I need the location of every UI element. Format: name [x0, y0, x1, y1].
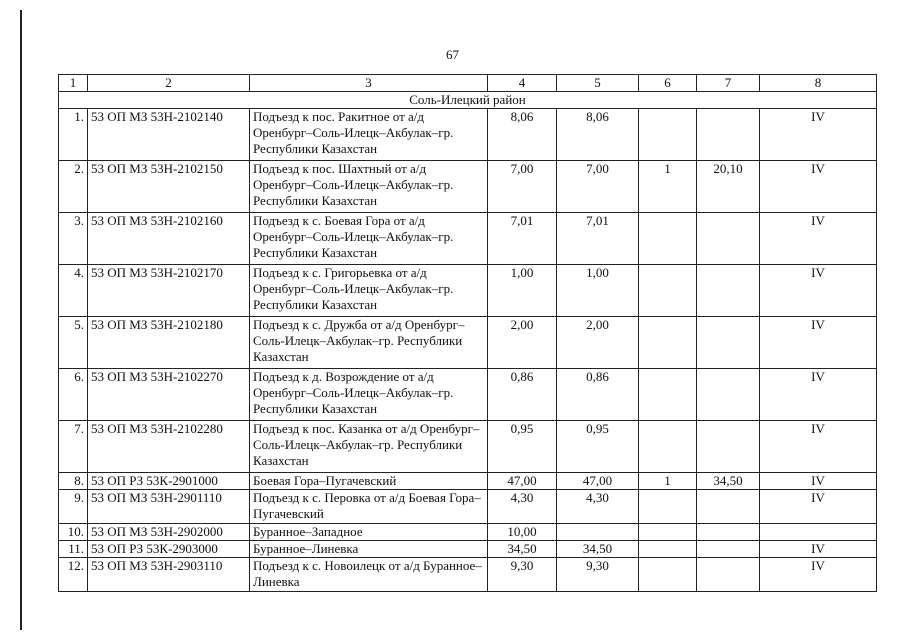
row-number: 12. — [59, 558, 88, 592]
road-category — [760, 524, 877, 541]
bridge-count — [639, 421, 697, 473]
length-hard-surface: 0,86 — [557, 369, 639, 421]
bridge-length — [697, 369, 760, 421]
bridge-length — [697, 524, 760, 541]
length-total: 0,95 — [488, 421, 557, 473]
length-total: 8,06 — [488, 109, 557, 161]
road-code: 53 ОП МЗ 53Н-2902000 — [88, 524, 250, 541]
length-total: 2,00 — [488, 317, 557, 369]
table-row — [59, 265, 877, 317]
row-number: 8. — [59, 473, 88, 490]
road-code: 53 ОП РЗ 53К-2903000 — [88, 541, 250, 558]
bridge-length: 20,10 — [697, 161, 760, 213]
length-hard-surface: 7,00 — [557, 161, 639, 213]
bridge-count — [639, 369, 697, 421]
length-hard-surface: 2,00 — [557, 317, 639, 369]
road-category: IV — [760, 213, 877, 265]
road-category: IV — [760, 558, 877, 592]
bridge-count — [639, 490, 697, 524]
length-total: 0,86 — [488, 369, 557, 421]
length-hard-surface: 7,01 — [557, 213, 639, 265]
length-hard-surface: 8,06 — [557, 109, 639, 161]
road-category: IV — [760, 369, 877, 421]
header-cell: 7 — [697, 75, 760, 92]
table-row — [59, 490, 877, 524]
road-name: Подъезд к с. Дружба от а/д Оренбург– Соль-Илецк–Акбулак–гр. Республики Казахстан — [250, 317, 488, 369]
length-total: 10,00 — [488, 524, 557, 541]
length-total: 9,30 — [488, 558, 557, 592]
table-row — [59, 369, 877, 421]
bridge-length — [697, 490, 760, 524]
table-row — [59, 421, 877, 473]
row-number: 10. — [59, 524, 88, 541]
bridge-length — [697, 213, 760, 265]
road-category: IV — [760, 265, 877, 317]
header-cell: 5 — [557, 75, 639, 92]
bridge-length — [697, 541, 760, 558]
road-name: Буранное–Западное — [250, 524, 488, 541]
row-number: 7. — [59, 421, 88, 473]
row-number: 9. — [59, 490, 88, 524]
bridge-count: 1 — [639, 473, 697, 490]
row-number: 3. — [59, 213, 88, 265]
table-row — [59, 558, 877, 592]
road-name: Подъезд к с. Григорьевка от а/д Оренбург–Соль-Илецк–Акбулак–гр. Республики Казахстан — [250, 265, 488, 317]
bridge-length: 34,50 — [697, 473, 760, 490]
bridge-count — [639, 541, 697, 558]
header-cell: 1 — [59, 75, 88, 92]
road-name: Подъезд к пос. Шахтный от а/д Оренбург–Соль-Илецк–Акбулак–гр. Республики Казахстан — [250, 161, 488, 213]
bridge-count — [639, 524, 697, 541]
table-row — [59, 161, 877, 213]
length-total: 34,50 — [488, 541, 557, 558]
length-hard-surface — [557, 524, 639, 541]
road-name: Буранное–Линевка — [250, 541, 488, 558]
bridge-length — [697, 421, 760, 473]
road-name: Подъезд к с. Новоилецк от а/д Буранное–Линевка — [250, 558, 488, 592]
road-code: 53 ОП МЗ 53Н-2102280 — [88, 421, 250, 473]
road-code: 53 ОП МЗ 53Н-2102140 — [88, 109, 250, 161]
road-name: Подъезд к с. Перовка от а/д Боевая Гора–Пугачевский — [250, 490, 488, 524]
header-cell: 2 — [88, 75, 250, 92]
bridge-count — [639, 558, 697, 592]
table-row — [59, 109, 877, 161]
length-total: 4,30 — [488, 490, 557, 524]
page-number: 67 — [446, 47, 459, 62]
row-number: 1. — [59, 109, 88, 161]
road-name: Подъезд к пос. Казанка от а/д Оренбург–Соль-Илецк–Акбулак–гр. Республики Казахстан — [250, 421, 488, 473]
table-row — [59, 317, 877, 369]
table-row — [59, 473, 877, 490]
road-name: Боевая Гора–Пугачевский — [250, 473, 488, 490]
length-hard-surface: 47,00 — [557, 473, 639, 490]
bridge-length — [697, 317, 760, 369]
road-category: IV — [760, 541, 877, 558]
header-cell: 4 — [488, 75, 557, 92]
length-total: 7,01 — [488, 213, 557, 265]
bridge-length — [697, 265, 760, 317]
bridge-count — [639, 317, 697, 369]
row-number: 2. — [59, 161, 88, 213]
road-name: Подъезд к с. Боевая Гора от а/д Оренбург–Соль-Илецк–Акбулак–гр. Республики Казахстан — [250, 213, 488, 265]
road-category: IV — [760, 317, 877, 369]
road-category: IV — [760, 161, 877, 213]
road-code: 53 ОП МЗ 53Н-2102160 — [88, 213, 250, 265]
length-total: 47,00 — [488, 473, 557, 490]
road-name: Подъезд к д. Возрождение от а/д Оренбург–Соль-Илецк–Акбулак–гр. Республики Казахстан — [250, 369, 488, 421]
district-row — [59, 92, 877, 109]
district-title: Соль-Илецкий район — [59, 92, 877, 109]
road-category: IV — [760, 421, 877, 473]
table-row — [59, 524, 877, 541]
roads-table — [58, 74, 877, 592]
bridge-count — [639, 213, 697, 265]
bridge-count: 1 — [639, 161, 697, 213]
road-category: IV — [760, 473, 877, 490]
bridge-length — [697, 558, 760, 592]
bridge-length — [697, 109, 760, 161]
length-total: 7,00 — [488, 161, 557, 213]
row-number: 6. — [59, 369, 88, 421]
road-category: IV — [760, 490, 877, 524]
length-hard-surface: 4,30 — [557, 490, 639, 524]
row-number: 5. — [59, 317, 88, 369]
length-hard-surface: 1,00 — [557, 265, 639, 317]
road-code: 53 ОП МЗ 53Н-2102170 — [88, 265, 250, 317]
table-row — [59, 213, 877, 265]
bridge-count — [639, 265, 697, 317]
bridge-count — [639, 109, 697, 161]
row-number: 11. — [59, 541, 88, 558]
length-total: 1,00 — [488, 265, 557, 317]
length-hard-surface: 9,30 — [557, 558, 639, 592]
road-code: 53 ОП МЗ 53Н-2901110 — [88, 490, 250, 524]
length-hard-surface: 0,95 — [557, 421, 639, 473]
binding-line — [20, 10, 22, 630]
table-row — [59, 541, 877, 558]
road-category: IV — [760, 109, 877, 161]
road-code: 53 ОП МЗ 53Н-2102150 — [88, 161, 250, 213]
row-number: 4. — [59, 265, 88, 317]
header-row — [59, 75, 877, 92]
road-code: 53 ОП МЗ 53Н-2102270 — [88, 369, 250, 421]
header-cell: 6 — [639, 75, 697, 92]
road-code: 53 ОП МЗ 53Н-2903110 — [88, 558, 250, 592]
header-cell: 3 — [250, 75, 488, 92]
road-name: Подъезд к пос. Ракитное от а/д Оренбург–Соль-Илецк–Акбулак–гр. Республики Казахстан — [250, 109, 488, 161]
length-hard-surface: 34,50 — [557, 541, 639, 558]
road-code: 53 ОП РЗ 53К-2901000 — [88, 473, 250, 490]
header-cell: 8 — [760, 75, 877, 92]
road-code: 53 ОП МЗ 53Н-2102180 — [88, 317, 250, 369]
